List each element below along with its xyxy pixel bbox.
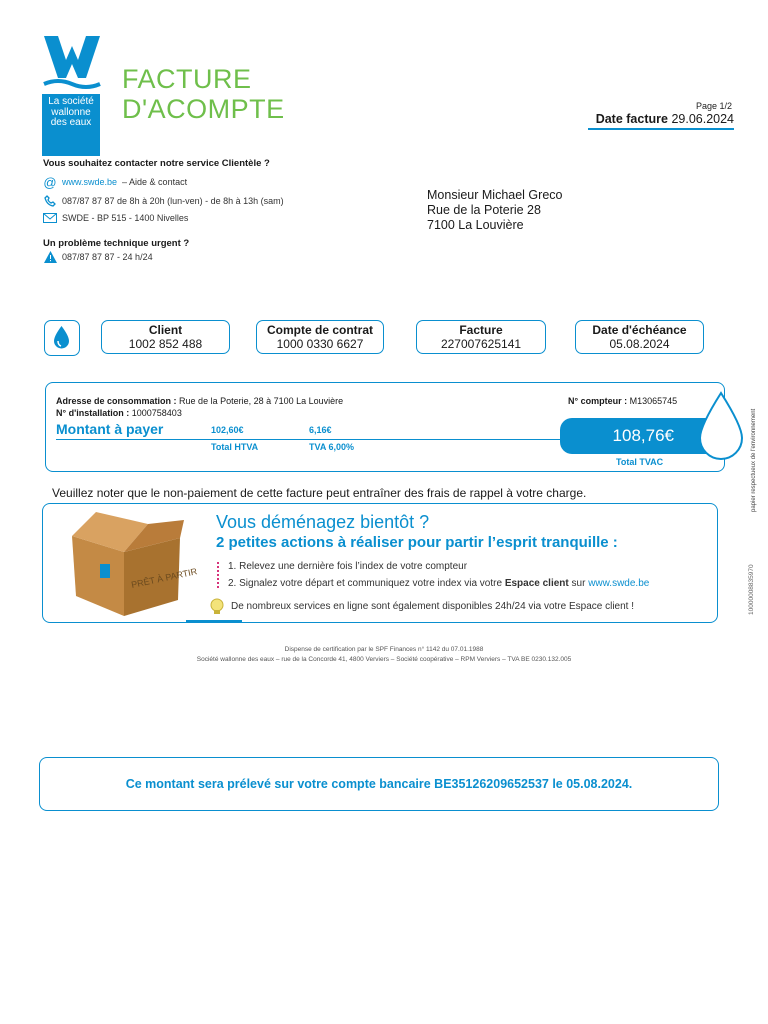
recipient-address (427, 188, 562, 233)
footer-line-2: Société wallonne des eaux – rue de la Concorde 41, 4800 Verviers – Société coopérative – RPM Verviers – TVA BE 0230.132.005 (196, 656, 572, 663)
swde-link[interactable]: www.swde.be (588, 578, 650, 589)
moving-subtitle: 2 petites actions à réaliser pour partir l’esprit tranquille : (216, 534, 618, 551)
accent-bar (186, 620, 242, 623)
phone-icon (43, 195, 57, 207)
consumption-address: Adresse de consommation : Rue de la Poterie, 28 à 7100 La Louvière (56, 396, 344, 406)
warning-icon (43, 251, 57, 263)
htva-label: Total HTVA (211, 442, 259, 452)
online-services-text: De nombreux services en ligne sont également disponibles 24h/24 via votre Espace client ! (231, 601, 635, 612)
big-water-drop-icon (696, 390, 746, 462)
recipient-name: Monsieur Michael Greco (427, 188, 563, 202)
eco-paper-note: papier respectueux de l'environnement (751, 408, 757, 512)
contract-box: Compte de contrat 1000 0330 6627 (256, 320, 384, 354)
swde-logo (42, 34, 102, 126)
moving-box-illustration (62, 508, 198, 620)
document-code: 10000008835970 (748, 564, 755, 615)
w-logo-icon (42, 34, 102, 94)
urgent-phone: 087/87 87 87 - 24 h/24 (43, 251, 153, 263)
page-number: Page 1/2 (695, 101, 732, 111)
divider (56, 439, 566, 440)
web-link[interactable]: www.swde.be (62, 177, 118, 187)
tva-value: 6,16€ (309, 425, 332, 435)
client-box: Client 1002 852 488 (101, 320, 230, 354)
tva-label: TVA 6,00% (309, 442, 355, 452)
late-payment-notice: Veuillez noter que le non-paiement de cette facture peut entraîner des frais de rappel à votre charge. (52, 486, 587, 500)
urgent-heading: Un problème technique urgent ? (43, 238, 190, 249)
invoice-date: Date facture 29.06.2024 (588, 112, 734, 130)
total-amount: 108,76€ (560, 418, 710, 454)
water-drop-icon (45, 321, 78, 354)
total-label: Total TVAC (616, 457, 664, 467)
contact-phone: 087/87 87 87 de 8h à 20h (lun-ven) - de 8h à 13h (sam) (43, 195, 284, 207)
installation-number: N° d'installation : 1000758403 (56, 408, 182, 418)
logo-text: La société wallonne des eaux (42, 94, 100, 156)
htva-value: 102,60€ (211, 425, 244, 435)
doc-title-line2: D'ACOMPTE (122, 94, 285, 124)
contact-post: SWDE - BP 515 - 1400 Nivelles (43, 212, 188, 224)
moving-title: Vous déménagez bientôt ? (216, 512, 430, 532)
due-date-box: Date d'échéance 05.08.2024 (575, 320, 704, 354)
direct-debit-notice: Ce montant sera prélevé sur votre compte bancaire BE35126209652537 le 05.08.2024. (39, 757, 719, 811)
envelope-icon (43, 212, 57, 224)
lightbulb-icon (207, 597, 227, 615)
meter-number: N° compteur : M13065745 (568, 396, 678, 406)
footer-line-1: Dispense de certification par le SPF Finances n° 1142 du 07.01.1988 (284, 646, 484, 653)
moving-step-1: 1. Relevez une dernière fois l’index de votre compteur (228, 561, 468, 572)
water-drop-badge (44, 320, 80, 356)
box-stamp-text: PRÊT À PARTIR (130, 566, 198, 590)
amount-label: Montant à payer (56, 421, 164, 437)
doc-title-line1: FACTURE (122, 64, 252, 94)
contact-web: @ www.swde.be – Aide & contact (43, 174, 188, 190)
at-icon: @ (43, 174, 57, 190)
moving-step-2: 2. Signalez votre départ et communiquez votre index via votre Espace client sur www.swde.be (228, 578, 650, 589)
invoice-box: Facture 227007625141 (416, 320, 546, 354)
recipient-city: 7100 La Louvière (427, 218, 524, 232)
contact-heading: Vous souhaitez contacter notre service Clientèle ? (43, 158, 270, 169)
step-marker (217, 562, 219, 588)
recipient-street: Rue de la Poterie 28 (427, 203, 541, 217)
